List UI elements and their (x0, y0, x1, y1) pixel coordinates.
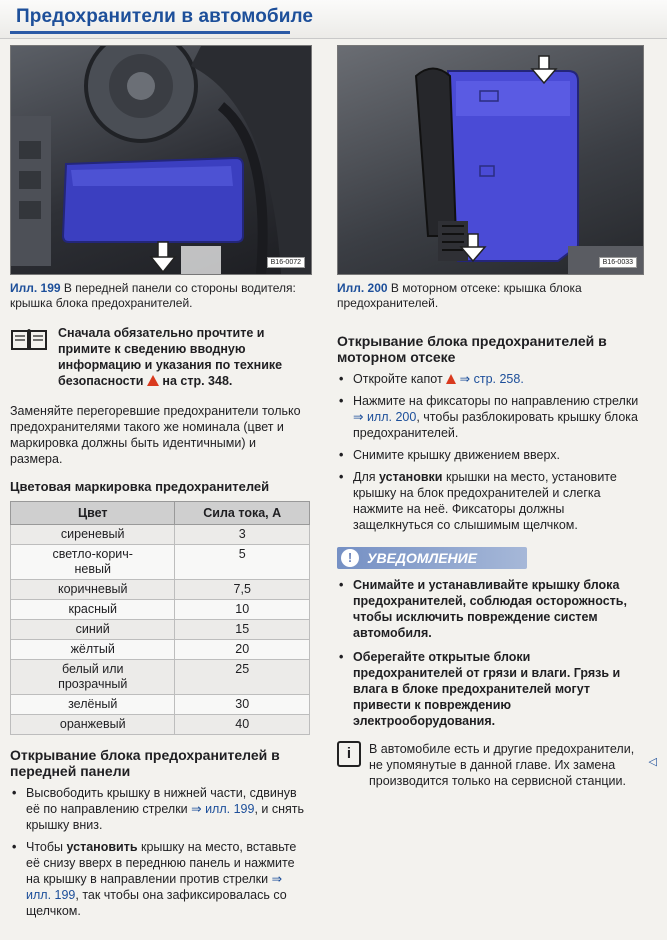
continue-arrow-icon: ◁ (648, 756, 657, 768)
figure-code: B16-0033 (599, 257, 637, 268)
figure-code: B16-0072 (267, 257, 305, 268)
caption-text: В передней панели со стороны водителя: крышка блока предохранителей. (10, 281, 296, 310)
front-panel-title: Открывание блока предохранителей в передней панели (10, 747, 280, 779)
list-item: • Чтобы установить крышку на место, вставьте её снизу вверх в переднюю панель и нажмите на крышку в направлении против стрелки ⇒ илл. 199, так чтобы она зафиксировалась со щелчком. (10, 839, 310, 919)
note-text: Сначала обязательно прочтите и примите к сведению вводную информацию и указания по технике безопасности (58, 326, 283, 388)
front-panel-steps (10, 785, 310, 919)
notice-banner (337, 547, 527, 569)
cell-color: жёлтый (11, 640, 175, 660)
notice-list (337, 577, 642, 729)
warning-triangle-icon (446, 374, 456, 384)
figure-label: Илл. 199 (10, 281, 61, 295)
page-link[interactable]: ⇒ стр. 258. (459, 372, 524, 386)
page-title: Предохранители в автомобиле (16, 6, 314, 27)
table-row (11, 660, 310, 695)
cell-current: 30 (175, 695, 310, 715)
engine-bay-title: Открывание блока предохранителей в моторном отсеке (337, 333, 607, 365)
list-item: • Снимайте и устанавливайте крышку блока предохранителей, соблюдая осторожность, чтобы исключить повреждение систем автомобиля. (337, 577, 642, 641)
cell-current: 3 (175, 525, 310, 545)
book-icon (10, 327, 48, 351)
list-item: • Высвободить крышку в нижней части, сдвинув её по направлению стрелки ⇒ илл. 199, и снять крышку вниз. (10, 785, 310, 833)
table-row (11, 640, 310, 660)
table-row (11, 580, 310, 600)
list-item: • Оберегайте открытые блоки предохранителей от грязи и влаги. Грязь и влага в блоке предохранителей могут привести к повреждению электрооборудования. (337, 649, 642, 729)
figure-caption (337, 281, 642, 311)
info-note (337, 741, 642, 789)
cell-color: коричневый (11, 580, 175, 600)
table-row (11, 715, 310, 735)
table-row (11, 695, 310, 715)
warning-triangle-icon (147, 375, 159, 386)
list-item: • Для установки крышки на место, установите крышку на блок предохранителей и слегка нажмите на неё. Фиксаторы должны защелкнуться со слышимым щелчком. (337, 469, 642, 533)
column-header-color: Цвет (11, 502, 175, 525)
figure-label: Илл. 200 (337, 281, 388, 295)
note-ref[interactable]: на стр. 348. (162, 374, 233, 388)
intro-paragraph: Заменяйте перегоревшие предохранители только предохранителями такого же номинала (цвет и маркировка должны быть идентичными) и размера. (10, 404, 301, 466)
cell-current: 7,5 (175, 580, 310, 600)
figure-caption (10, 281, 310, 311)
dashboard-illustration (11, 46, 311, 274)
figure-engine-bay (337, 45, 644, 275)
caption-text: В моторном отсеке: крышка блока предохранителей. (337, 281, 582, 310)
figure-link[interactable]: ⇒ илл. 199 (26, 872, 283, 902)
arrow-down-icon (151, 242, 175, 272)
notice-label: УВЕДОМЛЕНИЕ (367, 550, 478, 566)
table-row (11, 545, 310, 580)
table-title: Цветовая маркировка предохранителей (10, 479, 270, 494)
column-header-current: Сила тока, А (175, 502, 310, 525)
table-row (11, 600, 310, 620)
read-first-note (10, 325, 310, 389)
cell-current: 40 (175, 715, 310, 735)
figure-dashboard (10, 45, 312, 275)
figure-link[interactable]: ⇒ илл. 199 (191, 802, 255, 816)
fuse-box-illustration (338, 46, 643, 274)
cell-color: оранжевый (11, 715, 175, 735)
list-item: • Откройте капот ⇒ стр. 258. (337, 371, 642, 387)
cell-color: синий (11, 620, 175, 640)
title-underline (10, 31, 290, 34)
cell-current: 15 (175, 620, 310, 640)
engine-bay-steps (337, 371, 642, 533)
list-item: • Нажмите на фиксаторы по направлению стрелки ⇒ илл. 200, чтобы разблокировать крышку блока предохранителей. (337, 393, 642, 441)
left-column (10, 45, 310, 925)
cell-current: 10 (175, 600, 310, 620)
cell-color: белый или прозрачный (11, 660, 175, 695)
cell-current: 25 (175, 660, 310, 695)
list-item: • Снимите крышку движением вверх. (337, 447, 642, 463)
cell-current: 5 (175, 545, 310, 580)
table-row (11, 620, 310, 640)
page-header (0, 0, 667, 39)
exclamation-icon: ! (341, 549, 359, 567)
info-text: В автомобиле есть и другие предохранители, не упомянутые в данной главе. Их замена производится только на сервисной станции. (369, 742, 635, 788)
fuse-color-table (10, 501, 310, 735)
cell-current: 20 (175, 640, 310, 660)
info-icon: i (337, 741, 361, 767)
cell-color: светло-корич- невый (11, 545, 175, 580)
figure-link[interactable]: ⇒ илл. 200 (353, 410, 417, 424)
right-column (337, 45, 642, 789)
cell-color: красный (11, 600, 175, 620)
cell-color: зелёный (11, 695, 175, 715)
table-row (11, 525, 310, 545)
cell-color: сиреневый (11, 525, 175, 545)
